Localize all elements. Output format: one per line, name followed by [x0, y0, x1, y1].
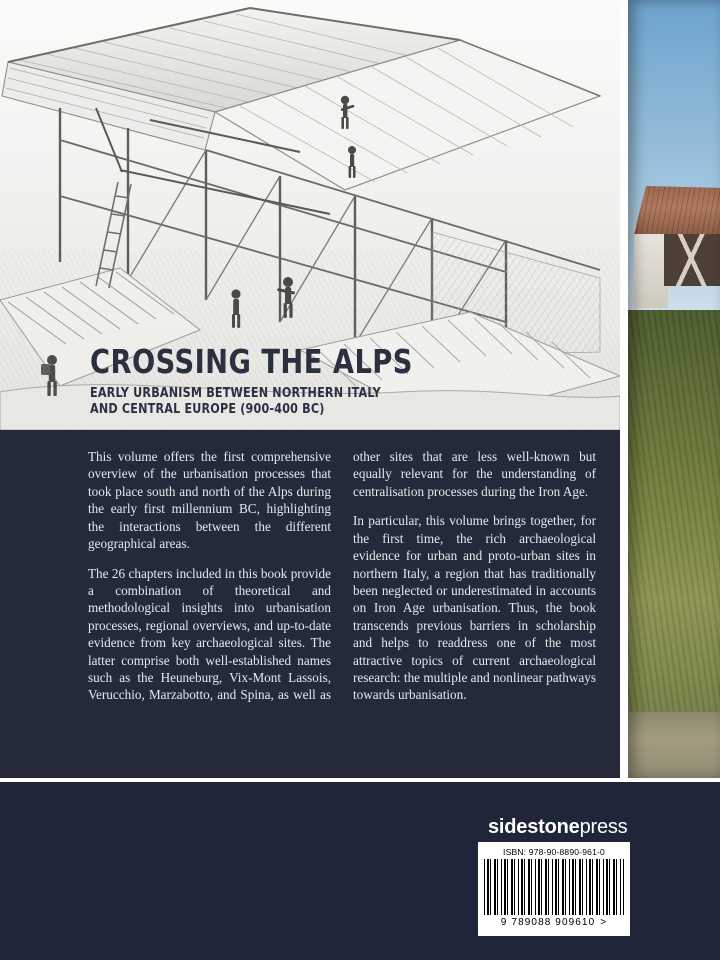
publisher-name-light: press: [579, 816, 628, 838]
barcode-digit-lead: 9: [500, 917, 508, 928]
bottom-band: [0, 780, 720, 960]
blurb-columns: [88, 448, 596, 704]
blurb-paragraph: The 26 chapters included in this book provide a combination of theoretical and methodological insights into urbanisation processes, regional overviews, and up-to-date evidence from key archaeological sites. The latter comprise both well-established names such as the Heuneburg, Vix-Mont Lassois, Verucchio, Marzabotto, and Spina, as well as other sites that are less well-known but equally relevant for the understanding of centralisation processes during the Iron Age.: [88, 449, 596, 703]
house-timber-frame: [664, 230, 720, 286]
blurb-paragraph: This volume offers the first comprehensive overview of the urbanisation processes that took place south and north of the Alps during the early first millennium BC, highlighting the interactions between the different geographical areas.: [88, 449, 331, 552]
barcode-box: [478, 842, 630, 936]
blurb-paragraph: In particular, this volume brings together, for the first time, the rich archaeological evidence for urban and proto-urban sites in northern Italy, a region that has traditionally been neglected or underestimated in accounts on Iron Age urbanisation. Thus, the book transcends previous barriers in scholarship and helps to readdress one of the most attractive topics of current archaeological research: the multiple and nonlinear pathways towards urbanisation.: [353, 513, 596, 703]
blurb-panel: [0, 430, 620, 778]
barcode-digit-main: 789088 909610: [511, 917, 596, 928]
publisher-name-bold: sidestone: [488, 816, 580, 838]
title-block: [90, 342, 510, 417]
book-subtitle-line2: AND CENTRAL EUROPE (900-400 BC): [90, 400, 325, 417]
photo-strip: [628, 0, 720, 780]
barcode-digits: [484, 917, 624, 928]
book-subtitle-line1: EARLY URBANISM BETWEEN NORTHERN ITALY: [90, 384, 381, 401]
barcode-digit-tail: >: [600, 917, 608, 928]
book-subtitle: [90, 386, 476, 418]
publisher-logo: [488, 816, 627, 839]
barcode-bars: [484, 859, 624, 915]
separator-horizontal: [0, 778, 720, 782]
photo-timber-house: [634, 186, 720, 314]
photo-path: [628, 712, 720, 780]
isbn-label: ISBN: 978-90-8890-961-0: [503, 847, 605, 857]
photo-grass-texture: [628, 310, 720, 780]
house-white-wall: [634, 226, 668, 308]
separator-vertical: [620, 0, 628, 780]
house-roof-tiles: [634, 186, 720, 234]
book-title: CROSSING THE ALPS: [90, 342, 413, 381]
